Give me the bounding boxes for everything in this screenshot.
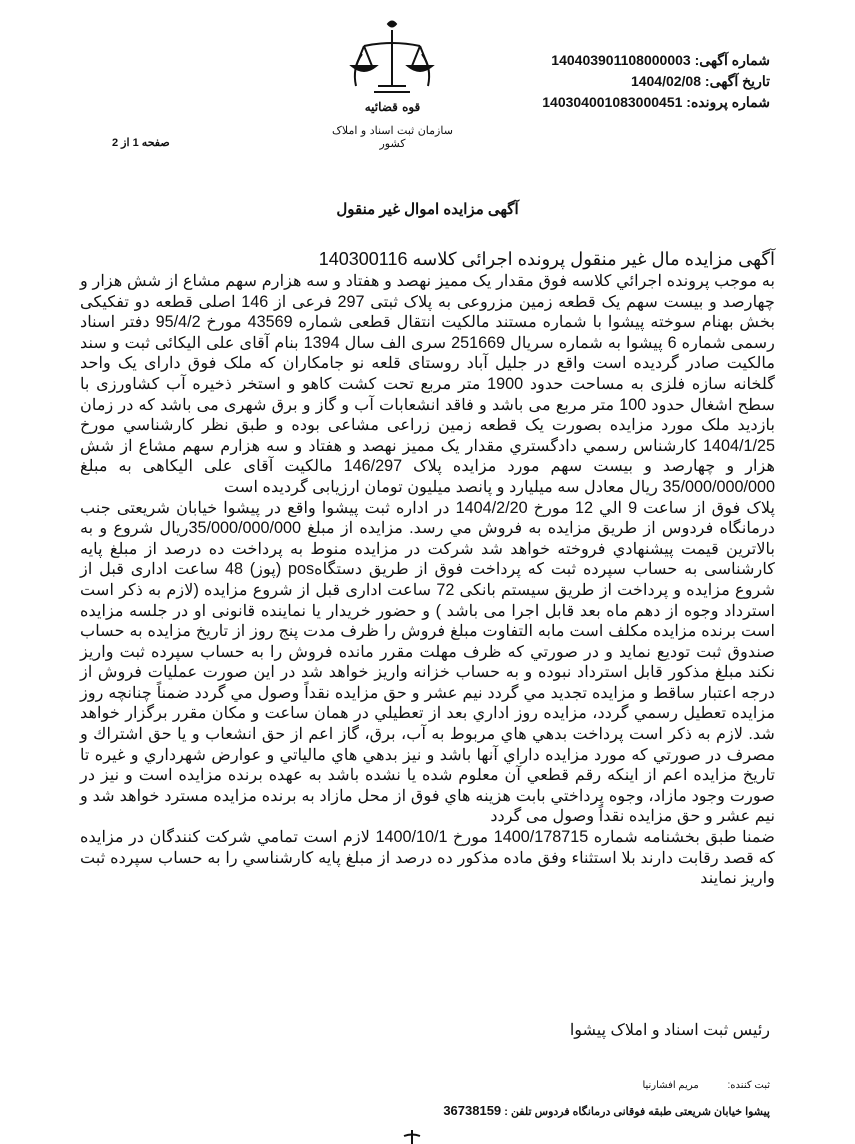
paragraph-circular-note: ضمنا طبق بخشنامه شماره 1400/178715 مورخ 1400/10/1 لازم است تمامي شرکت کنندگان در مزايده که قصد رقابت دارند بلا استثناء وفق ماده مذکور ده درصد از مبلغ پايه کارشناسي را به حساب سپرده ثبت واريز نمايند [80,828,775,888]
page-number: صفحه 1 از 2 [112,137,170,149]
paragraph-auction-terms: پلاک فوق از ساعت 9 الي 12 مورخ 1404/2/20 در اداره ثبت پیشوا واقع در پیشوا خیابان شریعتی جنب درمانگاه فردوس از طريق مزايده به فروش مي رسد. مزايده از مبلغ 35/000/000/000ريال شروع و به بالاترين قيمت پيشنهادي فروخته خواهد شد شرکت در مزايده منوط به پرداخت ده درصد از مبلغ پایه کارشناسی به حساب سپرده ثبت که پرداخت فوق از طريق دستگاهpos (پوز) 48 ساعت اداری قبل از شروع مزایده و پرداخت از طريق سيستم بانکی 72 ساعت اداری قبل از شروع مزایده (لازم به ذکر است استرداد وجوه از دهم ماه بعد قابل اجرا می باشد ) و حضور خريدار يا نماينده قانونی او در جلسه مزايده است برنده مزايده مكلف است مابه التفاوت مبلغ فروش را ظرف مدت پنج روز از تاريخ مزايده به حساب صندوق ثبت توديع نمايد و در صورتي كه ظرف مهلت مقرر مانده فروش را به حساب سپرده ثبت واريز نكند مبلغ مذکور قابل استرداد نبوده و به حساب خزانه واريز خواهد شد در اين صورت عمليات فروش از درجه اعتبار ساقط و مزايده تجديد مي گردد نيم عشر و حق مزايده نقداً وصول مي گردد ضمناً چنانچه روز مزايده تعطيل رسمي گردد، مزايده روز اداري بعد از تعطيلي در همان ساعت و مكان مقرر برگزار خواهد شد. لازم به ذكر است پرداخت بدهي هاي مربوط به آب، برق، گاز اعم از حق انشعاب و يا حق اشتراك و مصرف در صورتي كه مورد مزايده داراي آنها باشد و نيز بدهي هاي مالياتي و عوارض شهرداري و غيره تا تاريخ مزايده اعم از اينكه رقم قطعي آن معلوم شده يا نشده باشد به عهده برنده مزايده است و نيز در صورت وجود مازاد، وجوه پرداختي بابت هزينه هاي فوق از محل مازاد به برنده مزايده مسترد خواهد شد و نیم عشر و حق مزایده نقداً وصول می گردد [80,498,776,826]
scales-of-justice-icon [330,20,455,102]
ad-date-row [542,71,770,92]
subject-line: آگهی مزایده مال غیر منقول پرونده اجرائی کلاسه 140300116 [318,249,775,269]
document-body [80,247,775,889]
ad-date: 1404/02/08 [630,73,702,89]
phone-number: 36738159 [443,1103,502,1118]
registrar-label: ثبت کننده: [727,1080,770,1091]
ad-number-row [542,50,770,71]
ad-number: 140403901108000003 [551,52,691,68]
ad-metadata [542,50,770,113]
case-number-row [542,92,770,113]
judiciary-title: قوه قضائیه [364,100,421,114]
document-title: آگهی مزایده اموال غیر منقول [336,201,519,218]
registrar-line [642,1080,770,1091]
signature-title: رئيس ثبت اسناد و املاک پيشوا [569,1022,770,1039]
office-address [443,1103,770,1118]
case-number: 140304001083000451 [542,94,683,110]
emblem-fragment-icon [400,1130,424,1144]
judiciary-emblem [330,20,455,160]
ad-number-label: شماره آگهی: [694,52,770,68]
address-text: پیشوا خیابان شریعتی طبقه فوقانی درمانگاه فردوس تلفن : [504,1106,770,1118]
case-number-label: شماره پرونده: [686,94,770,110]
ad-date-label: تاریخ آگهی: [704,73,770,89]
registrar-name: مریم افشارنیا [642,1080,699,1091]
paragraph-property-description: به موجب پرونده اجرائي كلاسه فوق مقدار يک مميز نهصد و هفتاد و سه هزارم سهم مشاع از شش هزار و چهارصد و بیست سهم یک قطعه زمین مزروعی به پلاک ثبتی 297 فرعی از 146 اصلی قطعه دو تفکیکی بخش بهنام سوخته پیشوا با شماره مستند مالکیت انتقال قطعی شماره 43569 مورخ 95/4/2 دفتر اسناد رسمی شماره 6 پیشوا به شماره سریال 251669 سری الف سال 1394 بنام آقای علی الیکائی ثبت و سند مالکیت صادر گردیده است واقع در جلیل آباد روستای قلعه نو جامکاران که ملک فوق دارای یک واحد گلخانه سازه فلزی به مساحت حدود 1900 متر مربع تحت کشت کاهو و استخر ذخیره آب کشاورزی با سطح اشغال حدود 100 متر مربع می باشد و فاقد انشعابات آب و گاز و برق شهری می باشد که در زمان بازدید ملک مورد مزایده بصورت یک قطعه زمین زراعی مشاعی بوده و طبق نظر كارشناسي مورخ 1404/1/25 کارشناس رسمي دادگستري مقدار يک مميز نهصد و هفتاد و سه هزارم سهم مشاع از شش هزار و چهارصد و بیست سهم مورد مزایده پلاک 146/297 مالکیت آقای علی الیکاهی به مبلغ 35/000/000/000 ریال معادل سه میلیارد و پانصد میلیون تومان ارزیابی گردیده است [80,272,776,496]
organization-title: سازمان ثبت اسناد و املاک کشور [332,124,453,150]
